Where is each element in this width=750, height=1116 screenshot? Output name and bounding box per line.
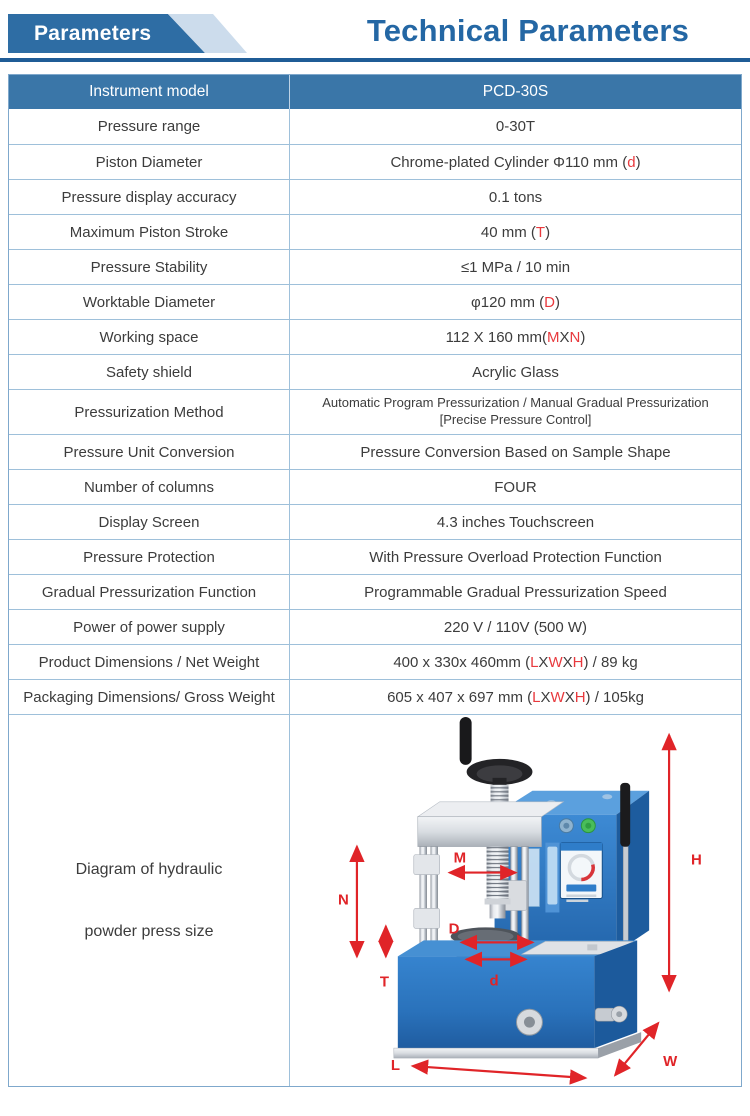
spec-row bbox=[9, 539, 741, 574]
spec-row bbox=[9, 284, 741, 319]
spec-label: Number of columns bbox=[9, 470, 290, 504]
diagram-row bbox=[9, 714, 741, 1086]
spec-row bbox=[9, 609, 741, 644]
dim-label-l: L bbox=[390, 1057, 400, 1075]
spec-value: 220 V / 110V (500 W) bbox=[443, 618, 588, 636]
spec-row bbox=[9, 389, 741, 434]
spec-value: Acrylic Glass bbox=[472, 363, 559, 381]
indicator-button-green-core bbox=[585, 823, 591, 829]
spec-row bbox=[9, 214, 741, 249]
spec-label: Maximum Piston Stroke bbox=[9, 215, 290, 249]
spec-row bbox=[9, 109, 741, 144]
dim-label-h: H bbox=[691, 851, 702, 869]
spec-row bbox=[9, 249, 741, 284]
dim-label-t: T bbox=[379, 973, 389, 991]
spec-label: Pressure range bbox=[9, 109, 290, 144]
spec-row bbox=[9, 644, 741, 679]
spec-row bbox=[9, 574, 741, 609]
spec-row bbox=[9, 354, 741, 389]
spec-row bbox=[9, 144, 741, 179]
press-machine-illustration bbox=[394, 717, 649, 1058]
spec-value: Automatic Program Pressurization / Manual Gradual Pressurization [Precise Pressure Control] bbox=[322, 395, 709, 427]
diagram-label bbox=[76, 861, 223, 941]
spec-value: 400 x 330x 460mm ( L X W X H ) / 89 kg bbox=[393, 653, 638, 671]
spec-label: Packaging Dimensions/ Gross Weight bbox=[9, 680, 290, 714]
press-base bbox=[394, 940, 641, 1058]
press-gauge-window bbox=[547, 847, 557, 905]
spec-label: Working space bbox=[9, 320, 290, 354]
page-title: Technical Parameters bbox=[366, 13, 690, 48]
spec-label: Pressure Protection bbox=[9, 540, 290, 574]
spec-value: 605 x 407 x 697 mm ( L X W X H ) / 105kg bbox=[387, 688, 644, 706]
spec-value: 40 mm ( T ) bbox=[480, 223, 551, 241]
spec-value: 112 X 160 mm( M X N ) bbox=[445, 328, 586, 346]
header-rule bbox=[0, 58, 750, 62]
press-diagram bbox=[290, 715, 741, 1086]
spec-label: Power of power supply bbox=[9, 610, 290, 644]
dim-arrow-l bbox=[413, 1066, 586, 1078]
spec-rows bbox=[9, 109, 741, 714]
diagram-image-cell bbox=[290, 715, 741, 1086]
spec-label: Pressurization Method bbox=[9, 390, 290, 434]
press-control-screen bbox=[560, 843, 602, 902]
spec-label: Pressure Stability bbox=[9, 250, 290, 284]
dim-label-d-upper: D bbox=[448, 920, 460, 938]
spec-row bbox=[9, 679, 741, 714]
spec-label: Pressure Unit Conversion bbox=[9, 435, 290, 469]
press-front-knob bbox=[516, 1009, 542, 1035]
header-value-cell: PCD-30S bbox=[482, 83, 549, 100]
spec-value: φ120 mm ( D ) bbox=[471, 293, 560, 311]
spec-label: Pressure display accuracy bbox=[9, 180, 290, 214]
diagram-label-line1: Diagram of hydraulic bbox=[75, 860, 223, 878]
parameters-banner bbox=[8, 14, 274, 53]
indicator-button-blue-core bbox=[563, 823, 569, 829]
spec-label: Product Dimensions / Net Weight bbox=[9, 645, 290, 679]
spec-row bbox=[9, 179, 741, 214]
head-bolt bbox=[602, 794, 612, 799]
press-handwheel bbox=[460, 717, 533, 790]
dim-label-m: M bbox=[453, 849, 467, 867]
spec-row bbox=[9, 469, 741, 504]
table-header-row bbox=[9, 75, 741, 109]
diagram-label-line2: powder press size bbox=[84, 922, 214, 940]
spec-value: 0-30T bbox=[495, 118, 536, 135]
dim-label-n: N bbox=[337, 891, 349, 909]
spec-row bbox=[9, 434, 741, 469]
spec-table bbox=[8, 74, 742, 1087]
diagram-label-cell bbox=[9, 715, 290, 1086]
spec-value: FOUR bbox=[494, 478, 537, 496]
spec-label: Worktable Diameter bbox=[9, 285, 290, 319]
spec-value: With Pressure Overload Protection Function bbox=[369, 548, 662, 566]
press-side-valve bbox=[595, 1006, 627, 1022]
press-top-plate bbox=[418, 802, 564, 847]
spec-value: 0.1 tons bbox=[488, 188, 543, 206]
spec-value: Chrome-plated Cylinder Φ110 mm ( d ) bbox=[390, 153, 641, 171]
spec-row bbox=[9, 319, 741, 354]
dim-label-w: W bbox=[663, 1053, 678, 1071]
spec-value: ≤1 MPa / 10 min bbox=[460, 258, 571, 276]
dim-label-d-lower: d bbox=[489, 972, 499, 990]
banner-label: Parameters bbox=[34, 21, 152, 45]
spec-value: 4.3 inches Touchscreen bbox=[436, 513, 595, 531]
header-label-cell: Instrument model bbox=[9, 75, 290, 109]
spec-label: Piston Diameter bbox=[9, 145, 290, 179]
spec-value: Programmable Gradual Pressurization Speed bbox=[364, 583, 667, 601]
spec-label: Gradual Pressurization Function bbox=[9, 575, 290, 609]
spec-row bbox=[9, 504, 741, 539]
spec-label: Display Screen bbox=[9, 505, 290, 539]
spec-label: Safety shield bbox=[9, 355, 290, 389]
spec-value: Pressure Conversion Based on Sample Shape bbox=[360, 443, 671, 461]
